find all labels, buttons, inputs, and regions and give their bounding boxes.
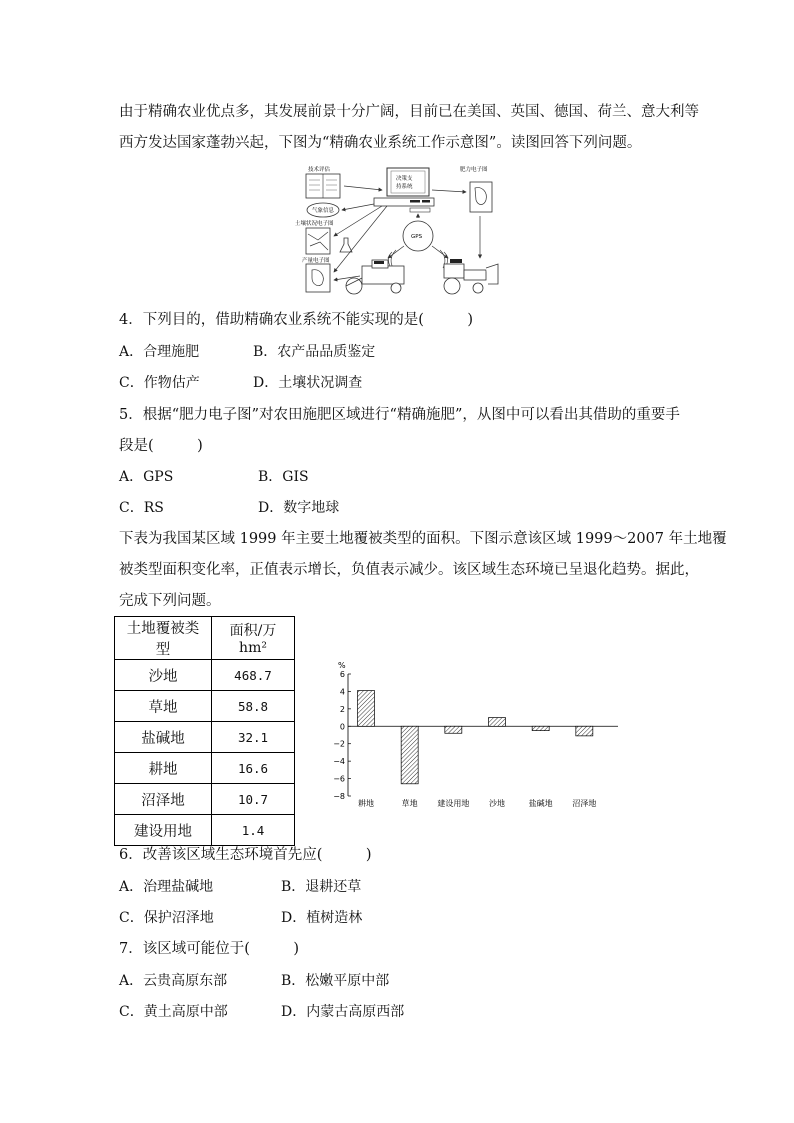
question-4-stem: 4．下列目的，借助精确农业系统不能实现的是( ) (119, 312, 474, 328)
yield-map-icon (306, 264, 330, 292)
intro-paragraph-line: 由于精确农业优点多，其发展前景十分广阔，目前已在美国、英国、德国、荷兰、意大利等 (119, 104, 699, 120)
table-row (115, 815, 295, 846)
q4-option-b: B．农产品品质鉴定 (253, 344, 376, 360)
table-header-cell: 面积/万 hm² (212, 617, 295, 660)
diagram-label-gps: GPS (411, 234, 423, 240)
chart-y-tick-label: 0 (339, 722, 345, 732)
chart-bars (358, 691, 593, 784)
question-7-stem: 7．该区域可能位于( ) (119, 941, 300, 957)
chart-y-tick-label: −6 (333, 774, 345, 784)
question-6-stem: 6．改善该区域生态环境首先应( ) (119, 847, 372, 863)
table-row (115, 784, 295, 815)
question-5-stem: 5．根据“肥力电子图”对农田施肥区域进行“精确施肥”，从图中可以看出其借助的重要手 (119, 407, 680, 423)
chart-y-tick-label: −4 (333, 757, 345, 767)
diagram-label-decision-1: 决策支 (396, 176, 413, 182)
q6-option-a: A．治理盐碱地 (119, 879, 214, 895)
intro-paragraph-line: 被类型面积变化率，正值表示增长，负值表示减少。该区域生态环境已呈退化趋势。据此， (119, 562, 699, 578)
table-row (115, 722, 295, 753)
computer-icon (374, 168, 434, 212)
chart-bar-3 (445, 726, 462, 733)
chart-x-tick-label: 盐碱地 (528, 799, 553, 808)
q6-option-b: B．退耕还草 (281, 879, 362, 895)
question-5-stem: 段是( ) (119, 438, 203, 454)
table-row (115, 691, 295, 722)
chart-y-tick-label: 4 (339, 687, 345, 697)
chart-bar-4 (489, 718, 506, 727)
chart-bar-2 (401, 726, 418, 784)
precision-agriculture-diagram (292, 160, 506, 298)
land-change-rate-chart (330, 656, 620, 816)
chart-x-tick-label: 沼泽地 (572, 799, 597, 808)
chart-y-tick-label: 6 (339, 670, 345, 679)
land-cover-table (114, 616, 295, 846)
chart-x-tick-label: 沙地 (489, 799, 505, 808)
tech-evaluation-book-icon (306, 174, 340, 198)
soil-map-icon (306, 228, 330, 254)
intro-paragraph-line: 下表为我国某区域 1999 年主要土地覆被类型的面积。下图示意该区域 1999～2007 年土地覆 (119, 531, 727, 547)
table-cell-area: 1.4 (212, 815, 295, 846)
diagram-label-yield: 产量电子图 (302, 258, 330, 264)
chart-bar-6 (576, 726, 593, 736)
diagram-label-tech: 技术评估 (308, 167, 331, 173)
table-cell-type: 盐碱地 (115, 722, 212, 753)
table-cell-type: 沼泽地 (115, 784, 212, 815)
chart-bar-5 (532, 726, 549, 730)
table-cell-type: 建设用地 (115, 815, 212, 846)
q5-option-d: D．数字地球 (258, 500, 340, 516)
q5-option-a: A．GPS (119, 469, 174, 485)
chart-x-tick-label: 草地 (401, 799, 418, 808)
q7-option-a: A．云贵高原东部 (119, 973, 228, 989)
intro-paragraph-line: 西方发达国家蓬勃兴起，下图为“精确农业系统工作示意图”。读图回答下列问题。 (119, 135, 642, 151)
diagram-label-soil: 土壤状况电子图 (295, 221, 334, 227)
table-row (115, 753, 295, 784)
q7-option-d: D．内蒙古高原西部 (281, 1004, 405, 1020)
chart-x-labels (358, 798, 596, 808)
chart-y-tick-label: −8 (333, 792, 345, 801)
diagram-label-weather: 气象信息 (312, 208, 335, 214)
table-header-row (115, 617, 295, 660)
tractor-icon (444, 259, 498, 294)
q5-option-b: B．GIS (258, 469, 309, 485)
table-header-cell: 土地覆被类型 (115, 617, 212, 660)
diagram-label-fertility: 肥力电子图 (460, 167, 488, 173)
diagram-label-decision-2: 持系统 (396, 184, 413, 190)
chart-x-tick-label: 耕地 (358, 799, 374, 808)
q4-option-a: A．合理施肥 (119, 344, 200, 360)
q4-option-c: C．作物估产 (119, 375, 200, 391)
table-row (115, 660, 295, 691)
chart-y-axis-label: % (338, 661, 346, 670)
q6-option-c: C．保护沼泽地 (119, 910, 214, 926)
chart-bar-1 (358, 691, 375, 727)
table-cell-area: 32.1 (212, 722, 295, 753)
table-cell-type: 沙地 (115, 660, 212, 691)
flask-icon (340, 238, 352, 252)
intro-paragraph-line: 完成下列问题。 (119, 593, 221, 609)
chart-y-tick-label: −2 (333, 739, 345, 749)
fertility-map-icon (470, 182, 492, 212)
table-cell-type: 草地 (115, 691, 212, 722)
q7-option-c: C．黄土高原中部 (119, 1004, 228, 1020)
q4-option-d: D．土壤状况调查 (253, 375, 363, 391)
q7-option-b: B．松嫩平原中部 (281, 973, 390, 989)
q6-option-d: D．植树造林 (281, 910, 363, 926)
q5-option-c: C．RS (119, 500, 164, 516)
chart-x-tick-label: 建设用地 (437, 799, 470, 808)
chart-y-tick-label: 2 (339, 704, 345, 714)
table-cell-area: 58.8 (212, 691, 295, 722)
table-cell-area: 468.7 (212, 660, 295, 691)
table-cell-area: 16.6 (212, 753, 295, 784)
table-cell-area: 10.7 (212, 784, 295, 815)
table-cell-type: 耕地 (115, 753, 212, 784)
